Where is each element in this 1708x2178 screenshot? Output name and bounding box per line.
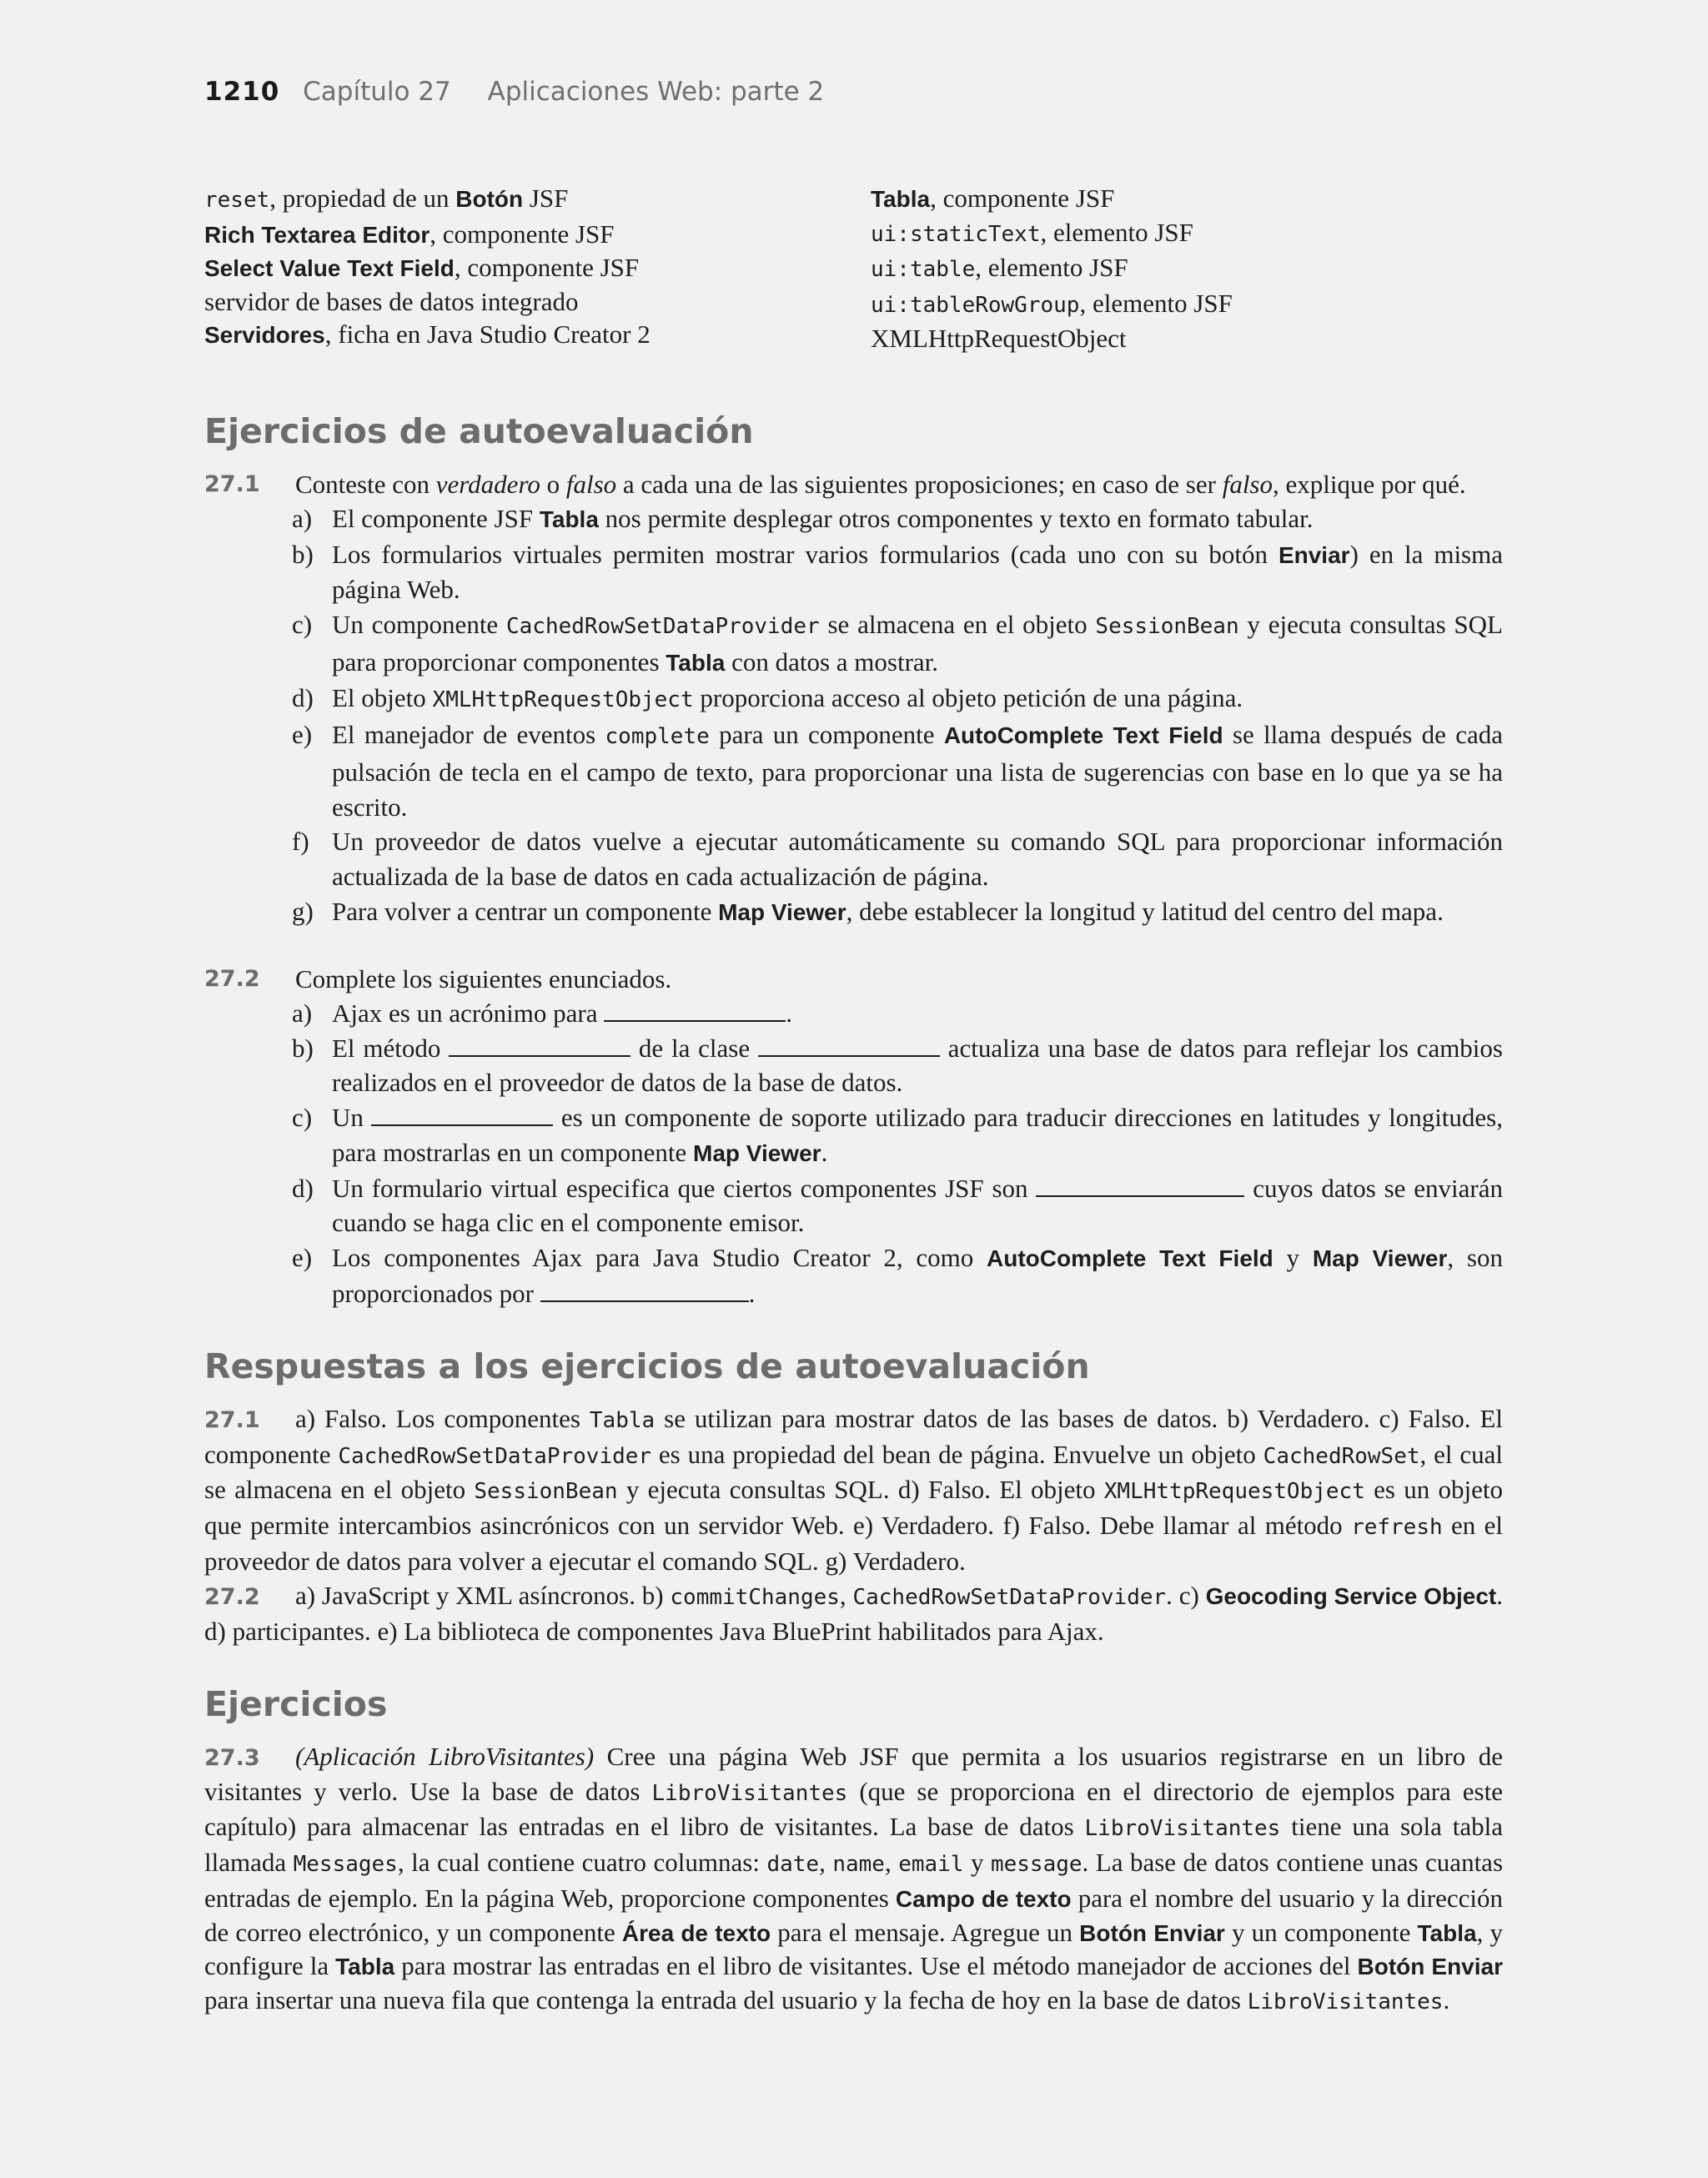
statement-item: g) Para volver a centrar un componente Map Viewer, debe establecer la longitud y latitud del centro del mapa. [292,896,1444,926]
statement-item: b) Los formularios virtuales permiten mostrar varios formularios (cada uno con su botón Enviar) en la misma página Web. [292,539,1503,605]
term-item: Tabla, componente JSF [871,184,1115,213]
statement-item: d) El objeto XMLHttpRequestObject proporciona acceso al objeto petición de una página. [292,682,1243,712]
answers-27-2 [204,1579,1503,1647]
page-number: 1210 [204,77,280,107]
answer-blank [758,1037,940,1057]
fill-in-item: a) Ajax es un acrónimo para . [292,998,792,1028]
statement-list [292,501,1503,929]
key-terms-left-column [204,182,651,352]
term-item: XMLHttpRequestObject [871,324,1127,354]
answer-blank [449,1037,630,1057]
answer-blank [1036,1177,1244,1197]
term-item: Rich Textarea Editor, componente JSF [204,219,615,249]
statement-item: a) El componente JSF Tabla nos permite desplegar otros componentes y texto en formato tabular. [292,504,1314,533]
chapter-label: Capítulo 27 [303,77,451,107]
self-review-heading: Ejercicios de autoevaluación [204,411,754,451]
answers-heading: Respuestas a los ejercicios de autoevaluación [204,1346,1090,1386]
term-item: Select Value Text Field, componente JSF [204,253,640,283]
exercises-heading: Ejercicios [204,1684,388,1724]
exercise-intro: Complete los siguientes enunciados. [295,964,672,993]
term-item: ui:staticText, elemento JSF [871,217,1193,247]
fill-in-item: b) El método de la clase actualiza una base de datos para reflejar los cambios realizados en el proveedor de datos de la base de datos. [292,1033,1503,1098]
running-head [204,77,824,107]
answer-paragraph: 27.1 a) Falso. Los componentes Tabla se utilizan para mostrar datos de las bases de datos. b) Verdadero. c) Falso. El componente CachedRowSetDataProvider es una propiedad del bean de página. Envuelve un objeto CachedRowSet, el cual se almacena en el objeto SessionBean y ejecuta consultas SQL. d) Falso. El objeto XMLHttpRequestObject es un objeto que permite intercambios asincrónicos con un servidor Web. e) Verdadero. f) Falso. Debe llamar al método refresh en el proveedor de datos para volver a ejecutar el comando SQL. g) Verdadero. [204,1404,1504,1576]
answer-blank [540,1282,749,1302]
exercise-27-3 [204,1740,1503,2020]
fill-in-list [292,996,1503,1310]
answer-blank [604,1002,786,1022]
term-item: reset, propiedad de un Botón JSF [204,184,569,213]
answers-27-1 [204,1402,1503,1578]
fill-in-item: c) Un es un componente de soporte utilizado para traducir direcciones en latitudes y longitudes, para mostrarlas en un componente Map Viewer. [292,1103,1503,1167]
statement-item: f) Un proveedor de datos vuelve a ejecutar automáticamente su comando SQL para proporcionar información actualizada de la base de datos en cada actualización de página. [292,827,1503,892]
statement-item: c) Un componente CachedRowSetDataProvider se almacena en el objeto SessionBean y ejecuta consultas SQL para proporcionar componentes Tabla con datos a mostrar. [292,610,1503,677]
self-review-exercise-27-2 [204,963,1503,1310]
term-item: servidor de bases de datos integrado [204,286,579,316]
term-item: ui:table, elemento JSF [871,253,1128,283]
term-item: ui:tableRowGroup, elemento JSF [871,288,1233,318]
statement-item: e) El manejador de eventos complete para un componente AutoComplete Text Field se llama después de cada pulsación de tecla en el campo de texto, para proporcionar una lista de sugerencias con base en lo que ya se ha escrito. [292,720,1503,822]
fill-in-item: d) Un formulario virtual especifica que ciertos componentes JSF son cuyos datos se enviarán cuando se haga clic en el componente emisor. [292,1173,1503,1238]
exercise-intro: Conteste con verdadero o falso a cada una de las siguientes proposiciones; en caso de ser falso, explique por qué. [295,470,1466,499]
term-item: Servidores, ficha en Java Studio Creator 2 [204,319,651,350]
answer-blank [371,1106,553,1126]
chapter-title: Aplicaciones Web: parte 2 [487,77,825,107]
answer-paragraph: 27.2 a) JavaScript y XML asíncronos. b) commitChanges, CachedRowSetDataProvider. c) Geocoding Service Object. d) participantes. e) La biblioteca de componentes Java BluePrint habilitados para Ajax. [204,1581,1503,1646]
exercise-number: 27.2 [204,966,260,992]
exercise-number: 27.1 [204,471,260,497]
self-review-exercise-27-1 [204,468,1503,929]
key-terms-right-column [871,182,1233,355]
exercise-paragraph: 27.3 (Aplicación LibroVisitantes) Cree una página Web JSF que permita a los usuarios registrarse en un libro de visitantes y verlo. Use la base de datos LibroVisitantes (que se proporciona en el directorio de ejemplos para este capítulo) para almacenar las entradas en el libro de visitantes. La base de datos LibroVisitantes tiene una sola tabla llamada Messages, la cual contiene cuatro columnas: date, name, email y message. La base de datos contiene unas cuantas entradas de ejemplo. En la página Web, proporcione componentes Campo de texto para el nombre del usuario y la dirección de correo electrónico, y un componente Área de texto para el mensaje. Agregue un Botón Enviar y un componente Tabla, y configure la Tabla para mostrar las entradas en el libro de visitantes. Use el método manejador de acciones del Botón Enviar para insertar una nueva fila que contenga la entrada del usuario y la fecha de hoy en la base de datos LibroVisitantes. [204,1742,1504,2015]
fill-in-item: e) Los componentes Ajax para Java Studio Creator 2, como AutoComplete Text Field y Map Viewer, son proporcionados por . [292,1242,1503,1308]
